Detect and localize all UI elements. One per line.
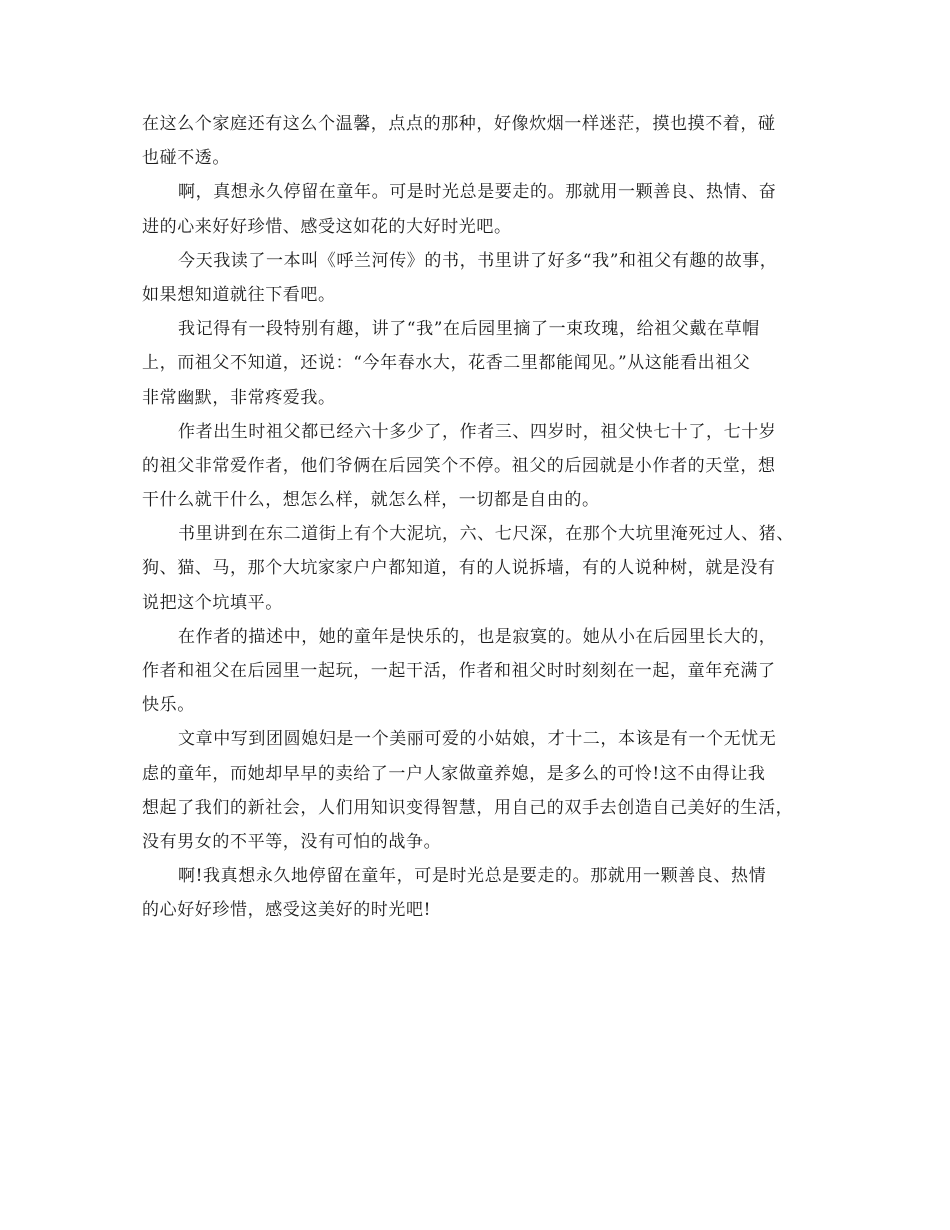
paragraph bbox=[142, 415, 822, 518]
paragraph bbox=[142, 175, 822, 243]
paragraph-line: 非常幽默，非常疼爱我。 bbox=[142, 387, 336, 408]
paragraph-line: 快乐。 bbox=[142, 695, 195, 716]
paragraph-line: 啊，真想永久停留在童年。可是时光总是要走的。那就用一颗善良、热情、奋 bbox=[178, 182, 777, 203]
paragraph-line: 的心好好珍惜，感受这美好的时光吧! bbox=[142, 900, 432, 921]
paragraph bbox=[142, 312, 822, 415]
paragraph-line: 说把这个坑填平。 bbox=[142, 592, 283, 613]
paragraph-line: 没有男女的不平等，没有可怕的战争。 bbox=[142, 831, 442, 852]
paragraph-line: 干什么就干什么，想怎么样，就怎么样，一切都是自由的。 bbox=[142, 490, 600, 511]
paragraph-line: 也碰不透。 bbox=[142, 148, 230, 169]
paragraph-line: 书里讲到在东二道街上有个大泥坑，六、七尺深，在那个大坑里淹死过人、猪、 bbox=[178, 524, 794, 545]
paragraph bbox=[142, 107, 822, 175]
document-body bbox=[142, 107, 822, 928]
paragraph-line: 上，而祖父不知道，还说：“今年春水大，花香二里都能闻见。”从这能看出祖父 bbox=[142, 353, 751, 374]
paragraph-line: 虑的童年，而她却早早的卖给了一户人家做童养媳，是多么的可怜!这不由得让我 bbox=[142, 763, 766, 784]
paragraph-line: 在作者的描述中，她的童年是快乐的，也是寂寞的。她从小在后园里长大的， bbox=[178, 626, 777, 647]
paragraph bbox=[142, 620, 822, 723]
paragraph-line: 如果想知道就往下看吧。 bbox=[142, 284, 336, 305]
paragraph bbox=[142, 722, 822, 859]
paragraph bbox=[142, 517, 822, 620]
paragraph bbox=[142, 859, 822, 927]
paragraph-line: 文章中写到团圆媳妇是一个美丽可爱的小姑娘，才十二，本该是有一个无忧无 bbox=[178, 729, 777, 750]
paragraph-line: 狗、猫、马，那个大坑家家户户都知道，有的人说拆墙，有的人说种树，就是没有 bbox=[142, 558, 776, 579]
paragraph-line: 的祖父非常爱作者，他们爷俩在后园笑个不停。祖父的后园就是小作者的天堂，想 bbox=[142, 455, 776, 476]
paragraph-line: 作者出生时祖父都已经六十多少了，作者三、四岁时，祖父快七十了，七十岁 bbox=[178, 421, 777, 442]
paragraph-line: 今天我读了一本叫《呼兰河传》的书，书里讲了好多“我”和祖父有趣的故事， bbox=[178, 250, 778, 271]
paragraph-line: 啊!我真想永久地停留在童年，可是时光总是要走的。那就用一颗善良、热情 bbox=[178, 866, 767, 887]
paragraph-line: 进的心来好好珍惜、感受这如花的大好时光吧。 bbox=[142, 216, 512, 237]
paragraph-line: 想起了我们的新社会，人们用知识变得智慧，用自己的双手去创造自己美好的生活， bbox=[142, 797, 794, 818]
paragraph-line: 我记得有一段特别有趣，讲了“我”在后园里摘了一束玫瑰，给祖父戴在草帽 bbox=[178, 319, 760, 340]
paragraph bbox=[142, 244, 822, 312]
paragraph-line: 作者和祖父在后园里一起玩，一起干活，作者和祖父时时刻刻在一起，童年充满了 bbox=[142, 661, 776, 681]
paragraph-line: 在这么个家庭还有这么个温馨，点点的那种，好像炊烟一样迷茫，摸也摸不着，碰 bbox=[142, 114, 776, 134]
